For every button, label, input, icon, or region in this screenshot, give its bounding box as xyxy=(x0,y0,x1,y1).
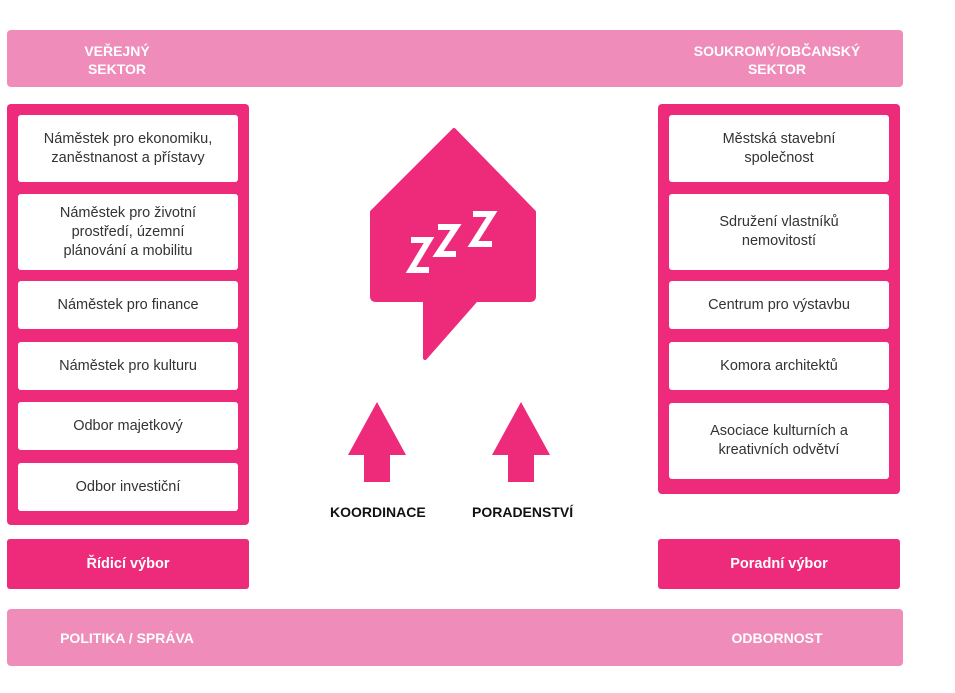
policy-administration-label: POLITIKA / SPRÁVA xyxy=(60,630,194,646)
steering-committee: Řídicí výbor xyxy=(7,539,249,589)
advisory-committee: Poradní výbor xyxy=(658,539,900,589)
public-sector-label: VEŘEJNÝ SEKTOR xyxy=(84,43,150,77)
public-sector-column xyxy=(7,104,249,525)
private-sector-column xyxy=(658,104,900,494)
right-item-architects-chamber: Komora architektů xyxy=(669,342,889,390)
right-item-property-owners: Sdružení vlastníků nemovitostí xyxy=(669,194,889,270)
right-item-creative-association: Asociace kulturních a kreativních odvětví xyxy=(669,403,889,479)
bottom-band xyxy=(7,609,903,666)
right-item-construction-centre: Centrum pro výstavbu xyxy=(669,281,889,329)
arrow-up-icon-coordination xyxy=(346,400,408,484)
left-item-economy: Náměstek pro ekonomiku, zaněstnanost a přístavy xyxy=(18,115,238,182)
expertise-label: ODBORNOST xyxy=(731,630,823,646)
left-item-investment: Odbor investiční xyxy=(18,463,238,511)
top-band xyxy=(7,30,903,87)
arrow-up-icon-advisory xyxy=(490,400,552,484)
coordination-label: KOORDINACE xyxy=(330,504,426,520)
left-item-environment: Náměstek pro životní prostředí, územní plánování a mobilitu xyxy=(18,194,238,270)
right-item-construction-company: Městská stavební společnost xyxy=(669,115,889,182)
advisory-label: PORADENSTVÍ xyxy=(472,504,574,520)
left-item-culture: Náměstek pro kulturu xyxy=(18,342,238,390)
left-item-finance: Náměstek pro finance xyxy=(18,281,238,329)
private-civic-sector-label: SOUKROMÝ/OBČANSKÝ SEKTOR xyxy=(693,43,861,77)
sleeping-house-speech-bubble-icon xyxy=(368,128,538,360)
left-item-property: Odbor majetkový xyxy=(18,402,238,450)
